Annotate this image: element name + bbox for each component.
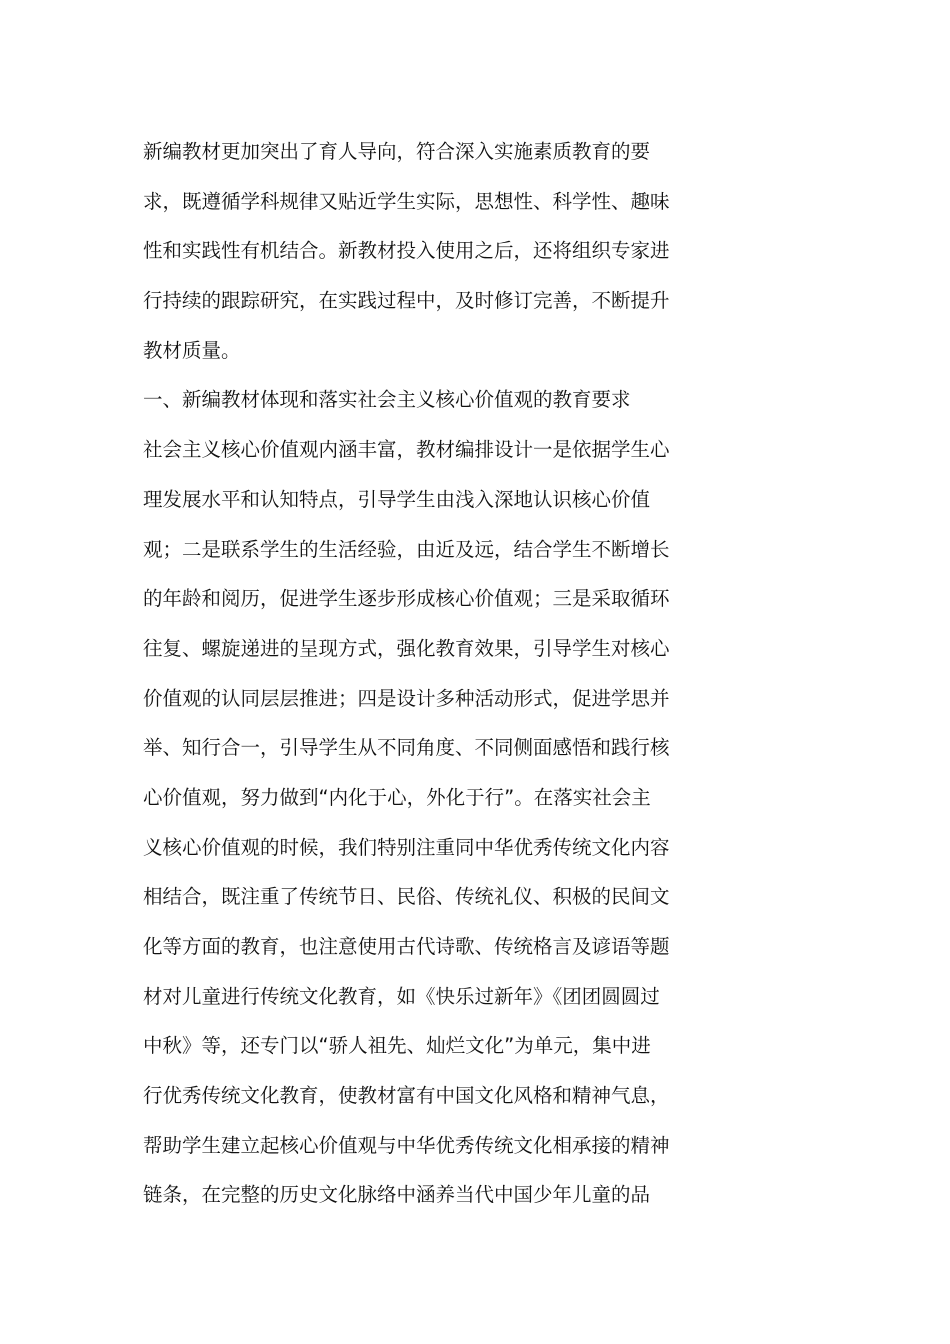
- text-line: 帮助学生建立起核心价值观与中华优秀传统文化相承接的精神: [143, 1133, 670, 1157]
- text-line: 社会主义核心价值观内涵丰富，教材编排设计一是依据学生心: [143, 438, 670, 462]
- section-heading: 一、新编教材体现和落实社会主义核心价值观的教育要求: [143, 388, 631, 412]
- body-text: [143, 127, 673, 1220]
- text-line: 求，既遵循学科规律又贴近学生实际，思想性、科学性、趣味: [143, 189, 670, 213]
- text-line: 观；二是联系学生的生活经验，由近及远，结合学生不断增长: [143, 537, 670, 561]
- text-line: 教材质量。: [143, 338, 241, 362]
- text-line: 材对儿童进行传统文化教育，如《快乐过新年》《团团圆圆过: [143, 984, 660, 1008]
- text-line: 行优秀传统文化教育，使教材富有中国文化风格和精神气息，: [143, 1084, 670, 1108]
- text-line: 往复、螺旋递进的呈现方式，强化教育效果，引导学生对核心: [143, 636, 670, 660]
- text-line: 新编教材更加突出了育人导向，符合深入实施素质教育的要: [143, 140, 651, 163]
- text-line: 中秋》等，还专门以“骄人祖先、灿烂文化”为单元，集中进: [143, 1034, 651, 1058]
- text-line: 性和实践性有机结合。新教材投入使用之后，还将组织专家进: [143, 239, 670, 263]
- text-line: 的年龄和阅历，促进学生逐步形成核心价值观；三是采取循环: [143, 587, 670, 611]
- text-line: 心价值观，努力做到“内化于心，外化于行”。在落实社会主: [143, 785, 651, 809]
- text-line: 相结合，既注重了传统节日、民俗、传统礼仪、积极的民间文: [143, 885, 670, 909]
- text-line: 价值观的认同层层推进；四是设计多种活动形式，促进学思并: [143, 686, 670, 710]
- text-line: 化等方面的教育，也注意使用古代诗歌、传统格言及谚语等题: [143, 935, 670, 958]
- text-line: 举、知行合一，引导学生从不同角度、不同侧面感悟和践行核: [143, 736, 670, 760]
- text-line: 行持续的跟踪研究，在实践过程中，及时修订完善，不断提升: [143, 289, 670, 313]
- text-line: 义核心价值观的时候，我们特别注重同中华优秀传统文化内容: [143, 835, 670, 859]
- text-line: 链条，在完整的历史文化脉络中涵养当代中国少年儿童的品: [143, 1183, 651, 1207]
- text-line: 理发展水平和认知特点，引导学生由浅入深地认识核心价值: [143, 487, 651, 511]
